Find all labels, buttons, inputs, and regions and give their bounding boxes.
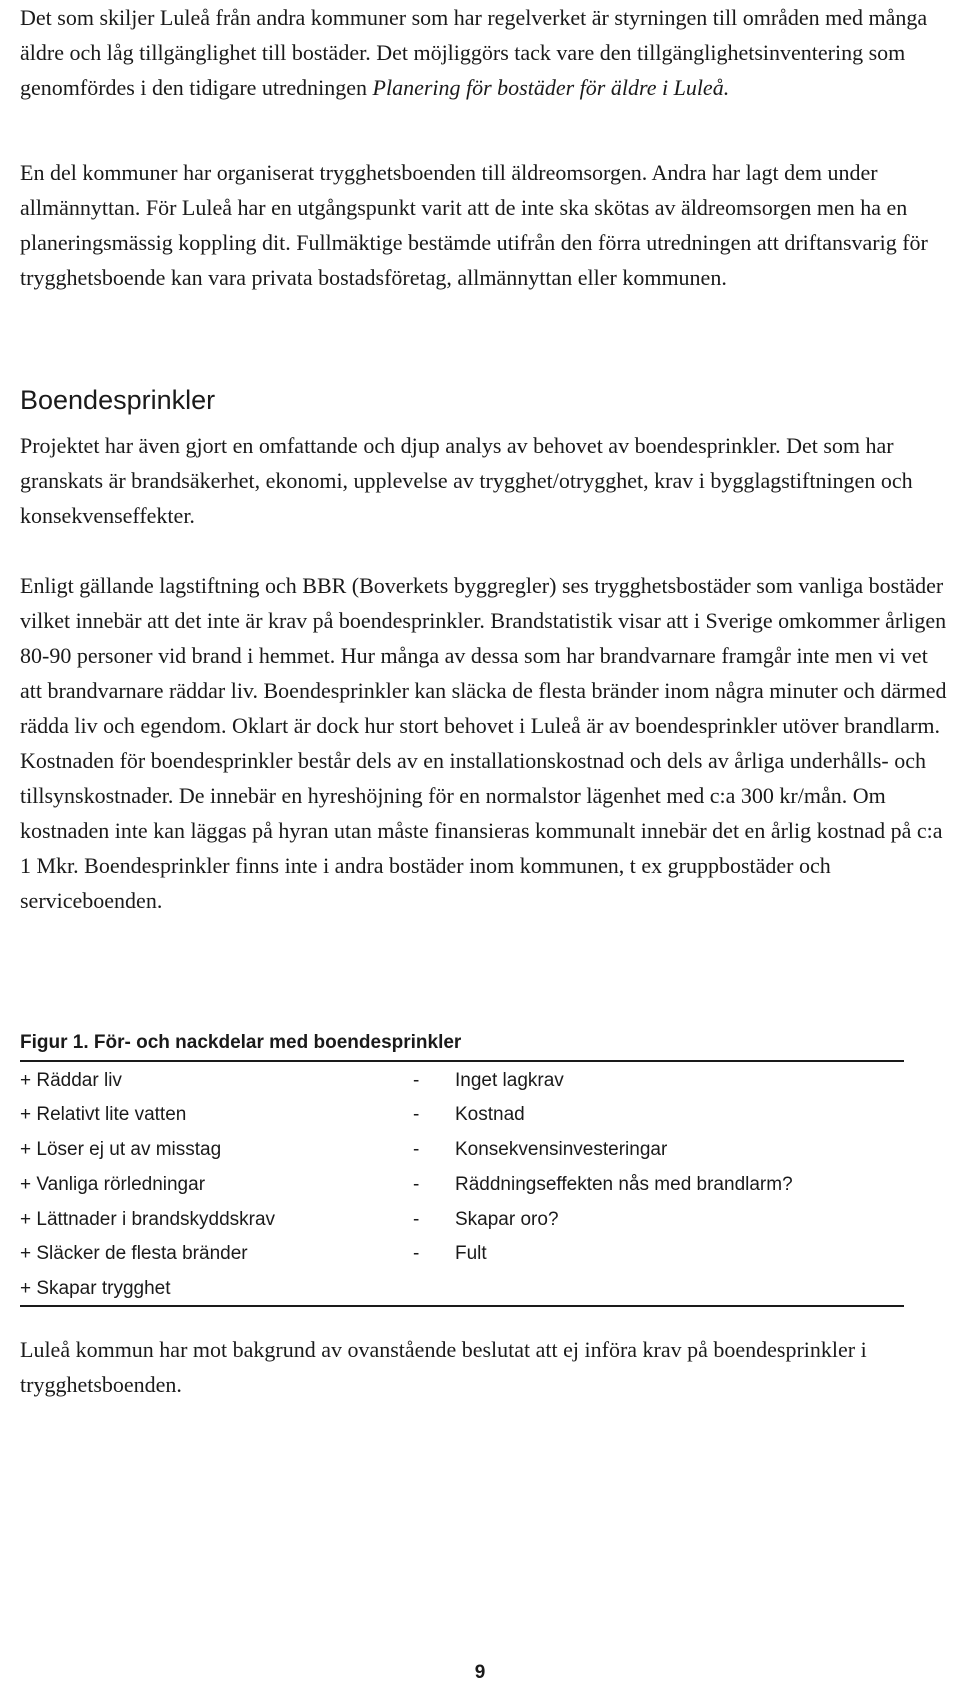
section-heading: Boendesprinkler [20, 385, 216, 415]
figure-row [20, 1065, 900, 1097]
figure-row [20, 1099, 900, 1131]
pro-item: + Löser ej ut av misstag [20, 1139, 222, 1160]
figure-bottom-rule [20, 1305, 904, 1307]
con-item: Fult [455, 1243, 487, 1264]
figure-row [20, 1169, 900, 1201]
pro-item: + Relativt lite vatten [20, 1104, 187, 1125]
con-dash: - [413, 1209, 420, 1230]
paragraph-organisation: En del kommuner har organiserat trygghetsboenden till äldreomsorgen. Andra har lagt dem under allmännyttan. För Luleå har en utgångspunkt varit att de inte ska skötas av äldreomsorgen men ha en planeringsmässig koppling dit. Fullmäktige bestämde utifrån den förra utredningen att driftansvarig för trygghetsboende kan vara privata bostadsföretag, allmännyttan eller kommunen. [20, 160, 928, 290]
figure-row [20, 1204, 900, 1236]
figure-row [20, 1134, 900, 1166]
con-item: Räddningseffekten nås med brandlarm? [455, 1174, 793, 1195]
paragraph-text: Det som skiljer Luleå från andra kommuner som har regelverket är styrningen till områden med många äldre och låg tillgänglighet till bostäder. Det möjliggörs tack vare den tillgänglighetsinventering som genomfördes i den tidigare utredningen [20, 5, 928, 100]
page-number: 9 [474, 1662, 486, 1683]
paragraph-decision: Luleå kommun har mot bakgrund av ovanstående beslutat att ej införa krav på boendesprinkler i trygghetsboenden. [20, 1337, 867, 1397]
paragraph-legislation: Enligt gällande lagstiftning och BBR (Boverkets byggregler) ses trygghetsbostäder som vanliga bostäder vilket innebär att det inte är krav på boendesprinkler. Brandstatistik visar att i Sverige omkommer årligen 80-90 personer vid brand i hemmet. Hur många av dessa som har brandvarnare framgår inte men vi vet att brandvarnare räddar liv. Boendesprinkler kan släcka de flesta bränder inom några minuter och därmed rädda liv och egendom. Oklart är dock hur stort behovet i Luleå är av boendesprinkler utöver brandlarm. Kostnaden för boendesprinkler består dels av en installationskostnad och dels av årliga underhålls- och tillsynskostnader. De innebär en hyreshöjning för en normalstor lägenhet med c:a 300 kr/mån. Om kostnaden inte kan läggas på hyran utan måste finansieras kommunalt innebär det en årlig kostnad på c:a 1 Mkr. Boendesprinkler finns inte i andra bostäder inom kommunen, t ex gruppbostäder och serviceboenden. [20, 573, 947, 913]
con-dash: - [413, 1139, 420, 1160]
pro-item: + Skapar trygghet [20, 1278, 171, 1299]
figure-row [20, 1238, 900, 1270]
con-item: Konsekvensinvesteringar [455, 1139, 668, 1160]
con-item: Inget lagkrav [455, 1070, 564, 1091]
report-title-italic: Planering för bostäder för äldre i Luleå. [372, 75, 730, 100]
con-dash: - [413, 1243, 420, 1264]
figure-top-rule [20, 1060, 904, 1062]
con-item: Kostnad [455, 1104, 525, 1125]
con-dash: - [413, 1104, 420, 1125]
con-dash: - [413, 1174, 420, 1195]
pro-item: + Räddar liv [20, 1070, 122, 1091]
figure-title: Figur 1. För- och nackdelar med boendesprinkler [20, 1032, 462, 1053]
con-dash: - [413, 1070, 420, 1091]
pro-item: + Släcker de flesta bränder [20, 1243, 248, 1264]
con-item: Skapar oro? [455, 1209, 559, 1230]
pro-item: + Lättnader i brandskyddskrav [20, 1209, 276, 1230]
figure-row [20, 1273, 900, 1305]
pro-item: + Vanliga rörledningar [20, 1174, 206, 1195]
paragraph-analysis: Projektet har även gjort en omfattande och djup analys av behovet av boendesprinkler. Det som har granskats är brandsäkerhet, ekonomi, upplevelse av trygghet/otrygghet, krav i bygglagstiftningen och konsekvenseffekter. [20, 433, 913, 528]
paragraph-accessibility [20, 0, 950, 105]
